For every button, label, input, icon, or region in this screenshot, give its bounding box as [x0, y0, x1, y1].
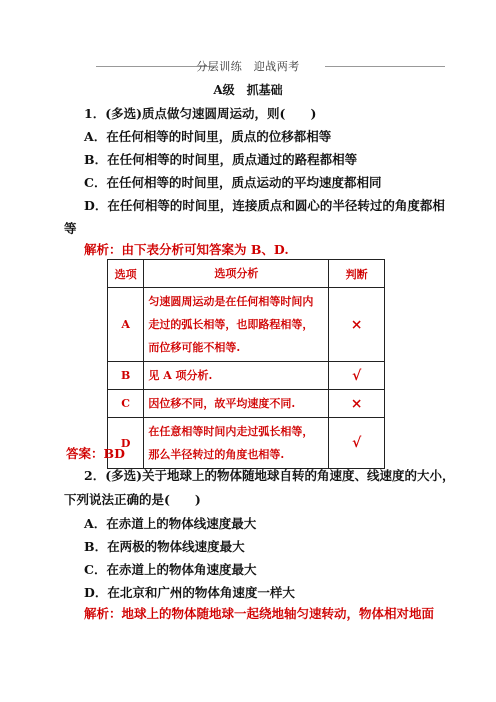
q2-analysis — [84, 604, 434, 622]
q2-stem: 2．(多选)关于地球上的物体随地球自转的角速度、线速度的大小， — [84, 468, 455, 483]
row-analysis-line: 见 A 项分析. — [148, 369, 213, 382]
table-header-judge: 判断 — [329, 260, 385, 288]
row-analysis-line: 匀速圆周运动是在任何相等时间内 — [148, 295, 314, 308]
header-rule-right — [325, 66, 445, 67]
table-row — [108, 390, 385, 418]
row-analysis-line: 因位移不同，故平均速度不同. — [148, 397, 296, 410]
analysis-text: 地球上的物体随地球一起绕地轴匀速转动，物体相对地面 — [121, 606, 435, 621]
q2-stem-cont: 下列说法正确的是( ) — [64, 492, 201, 507]
table-header-row — [108, 260, 385, 288]
q2-option-c: C．在赤道上的物体角速度最大 — [84, 562, 257, 577]
q1-stem: 1．(多选)质点做匀速圆周运动，则( ) — [84, 106, 317, 121]
row-option: D — [108, 418, 144, 469]
analysis-label: 解析： — [84, 242, 122, 257]
q1-analysis — [84, 240, 289, 258]
row-judge: √ — [329, 362, 385, 390]
row-judge: × — [329, 390, 385, 418]
page-header: 分层训练 迎战两考 — [196, 60, 300, 73]
analysis-label: 解析： — [84, 606, 122, 621]
row-option: C — [108, 390, 144, 418]
table-row — [108, 362, 385, 390]
q2-option-a: A．在赤道上的物体线速度最大 — [84, 516, 257, 531]
q1-option-a: A．在任何相等的时间里，质点的位移都相等 — [84, 129, 332, 144]
q1-option-d: D．在任何相等的时间里，连接质点和圆心的半径转过的角度都相 — [84, 198, 445, 213]
table-row — [108, 418, 385, 469]
analysis-text: 由下表分析可知答案为 B、D. — [121, 242, 289, 257]
q2-option-b: B．在两极的物体线速度最大 — [84, 539, 245, 554]
q1-answer: 答案：BD — [66, 446, 125, 461]
row-analysis-line: 那么半径转过的角度也相等. — [148, 448, 285, 461]
row-analysis — [144, 390, 329, 418]
row-analysis-line: 而位移可能不相等. — [148, 341, 241, 354]
q2-option-d: D．在北京和广州的物体角速度一样大 — [84, 585, 295, 600]
analysis-table — [107, 259, 385, 469]
row-option: A — [108, 288, 144, 362]
section-title: A级 抓基础 — [213, 83, 283, 97]
row-judge: × — [329, 288, 385, 362]
q1-option-c: C．在任何相等的时间里，质点运动的平均速度都相同 — [84, 175, 382, 190]
row-option: B — [108, 362, 144, 390]
row-analysis-line: 在任意相等时间内走过弧长相等， — [148, 425, 314, 438]
row-judge: √ — [329, 418, 385, 469]
table-header-analysis: 选项分析 — [144, 260, 329, 288]
row-analysis-line: 走过的弧长相等，也即路程相等， — [148, 318, 314, 331]
table-header-option: 选项 — [108, 260, 144, 288]
q1-option-b: B．在任何相等的时间里，质点通过的路程都相等 — [84, 152, 358, 167]
q1-option-d-cont: 等 — [64, 221, 77, 236]
row-analysis — [144, 362, 329, 390]
row-analysis — [144, 418, 329, 469]
row-analysis — [144, 288, 329, 362]
table-row — [108, 288, 385, 362]
